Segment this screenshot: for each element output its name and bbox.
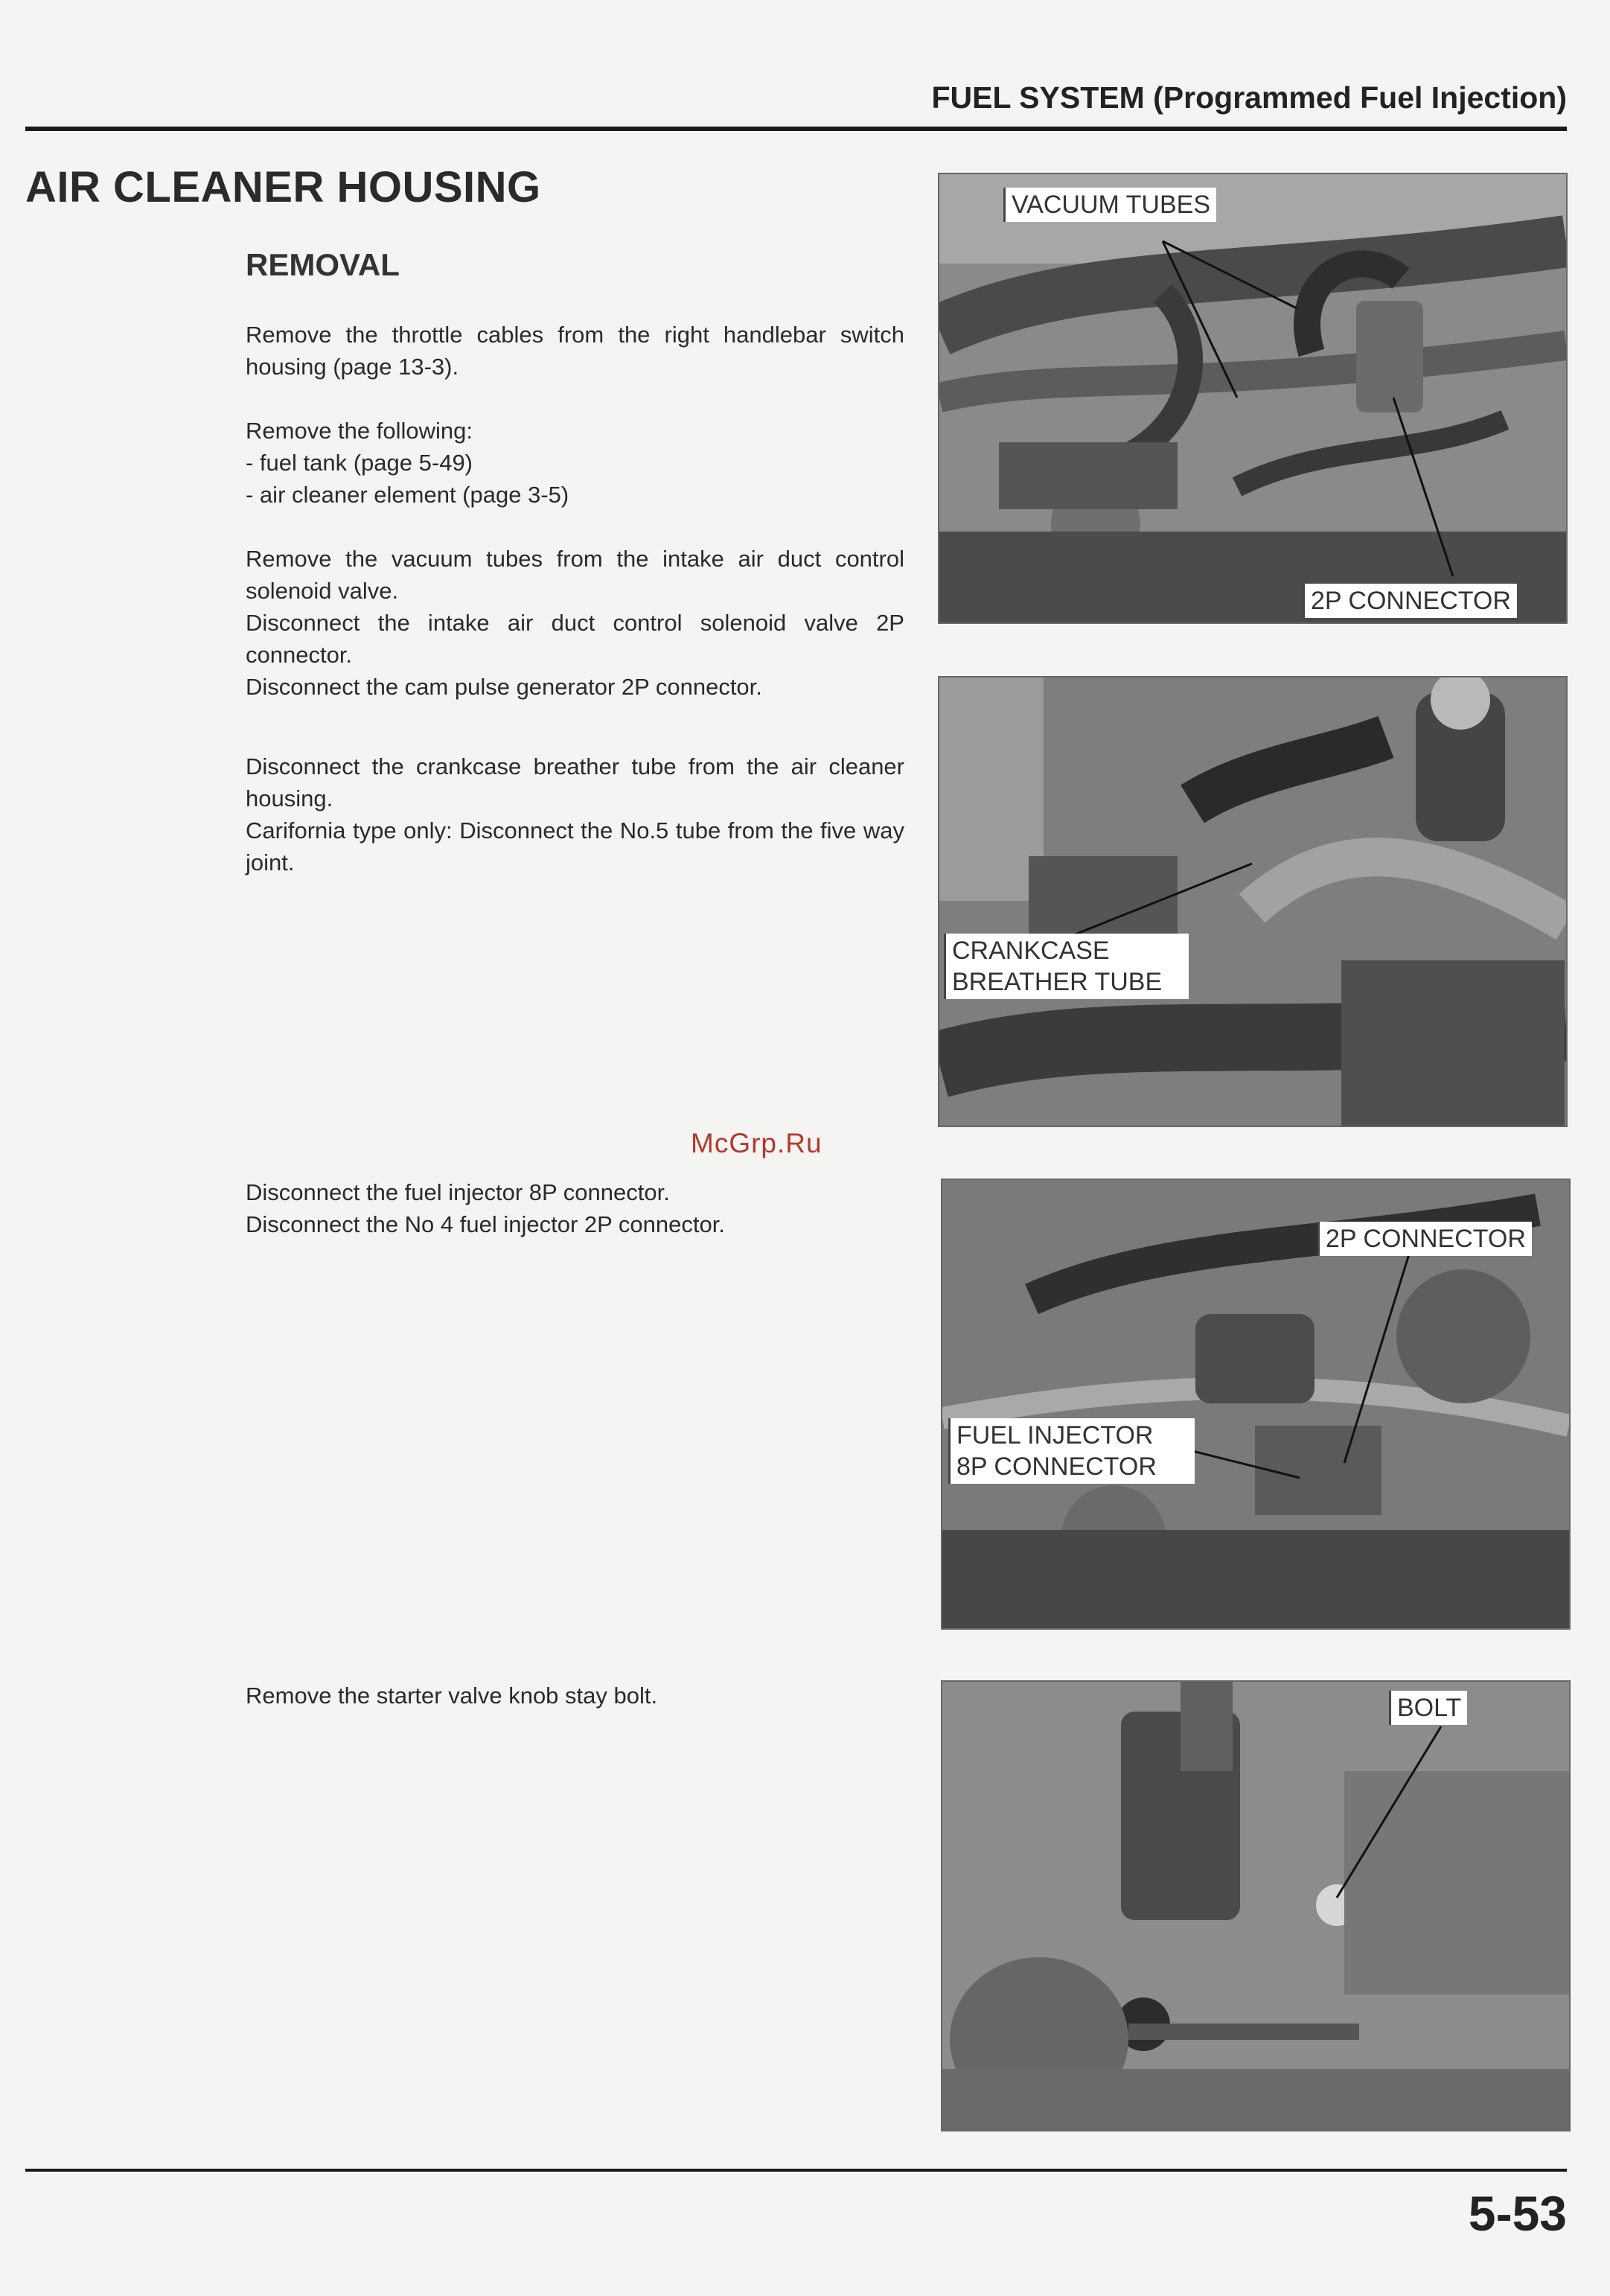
step3-para2: Disconnect the No 4 fuel injector 2P connector. [246, 1211, 725, 1237]
running-header: FUEL SYSTEM (Programmed Fuel Injection) [931, 80, 1567, 115]
step1-para1: Remove the throttle cables from the right handlebar switch housing (page 13-3). [246, 322, 904, 380]
callout-2p-connector: 2P CONNECTOR [1303, 584, 1517, 618]
step3-para1: Disconnect the fuel injector 8P connector. [246, 1179, 670, 1205]
step2-text [246, 750, 904, 878]
header-rule [25, 127, 1567, 131]
step3-text [246, 1176, 904, 1240]
step1-para4: Disconnect the intake air duct control solenoid valve 2P connector. [246, 610, 904, 668]
step1-item2: - air cleaner element (page 3-5) [246, 482, 569, 508]
step1-para2: Remove the following: [246, 418, 473, 444]
callout-fuel-injector-line2: 8P CONNECTOR [956, 1452, 1157, 1481]
step1-text [246, 319, 904, 703]
step2-para1: Disconnect the crankcase breather tube from the air cleaner housing. [246, 753, 904, 811]
step4-para1: Remove the starter valve knob stay bolt. [246, 1683, 658, 1709]
photo-vacuum-tubes [938, 173, 1568, 624]
callout-bolt: BOLT [1389, 1691, 1467, 1725]
watermark: McGrp.Ru [691, 1128, 822, 1158]
step1-item1: - fuel tank (page 5-49) [246, 450, 473, 476]
callout-vacuum-tubes: VACUUM TUBES [1003, 188, 1216, 222]
footer-rule [25, 2169, 1567, 2172]
callout-crankcase-line2: BREATHER TUBE [952, 968, 1163, 996]
photo2-image [939, 677, 1566, 1126]
sub-title: REMOVAL [246, 247, 400, 282]
callout-fuel-injector-line1: FUEL INJECTOR [956, 1421, 1154, 1450]
photo-crankcase-breather [938, 676, 1568, 1127]
callout-crankcase-breather [944, 934, 1189, 999]
callout-fuel-injector [948, 1418, 1195, 1484]
page-number: 5-53 [1468, 2186, 1567, 2241]
step4-text [246, 1680, 904, 1712]
photo-starter-valve-bolt [941, 1680, 1571, 2131]
photo-fuel-injector [941, 1179, 1571, 1630]
step1-para5: Disconnect the cam pulse generator 2P connector. [246, 674, 762, 700]
callout-crankcase-line1: CRANKCASE [952, 937, 1110, 965]
step2-para2: Carifornia type only: Disconnect the No.5 tube from the five way joint. [246, 817, 904, 876]
callout-2p-connector-injector: 2P CONNECTOR [1317, 1222, 1532, 1256]
photo4-image [942, 1682, 1569, 2130]
step1-para3: Remove the vacuum tubes from the intake air duct control solenoid valve. [246, 546, 904, 604]
photo1-image [939, 174, 1566, 622]
section-title: AIR CLEANER HOUSING [25, 163, 541, 211]
